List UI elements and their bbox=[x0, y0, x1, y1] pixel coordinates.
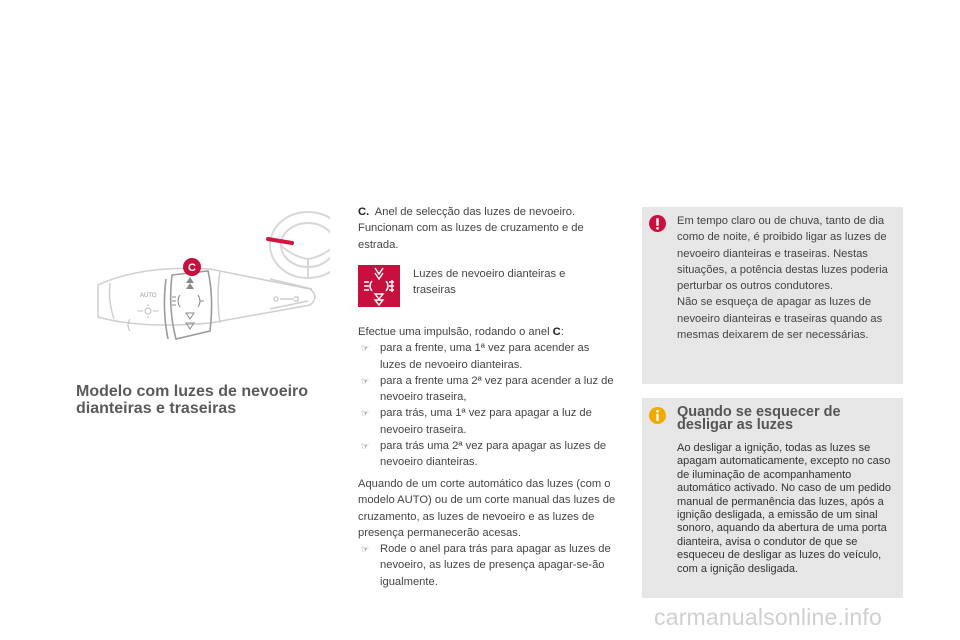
warning-paragraph-2: Não se esqueça de apagar as luzes de nevoeiro dianteiras e traseiras quando as mesmas deixarem de ser necessárias. bbox=[677, 296, 883, 342]
section-heading: Modelo com luzes de nevoeiro dianteiras e traseiras bbox=[76, 383, 309, 417]
impulse-instructions bbox=[358, 324, 616, 471]
fog-symbol-icon bbox=[172, 295, 204, 307]
list-item-text: para a frente, uma 1ª vez para acender as luzes de nevoeiro dianteiras. bbox=[380, 342, 590, 371]
stalk-auto-label: AUTO bbox=[140, 293, 157, 299]
caption-letter: C. bbox=[358, 206, 370, 218]
pointing-hand-icon: ☞ bbox=[361, 544, 370, 555]
info-box bbox=[642, 398, 903, 598]
list-item bbox=[358, 373, 616, 406]
list-item-text: Rode o anel para trás para apagar as luzes de nevoeiro, as luzes de presença apagar-se-ão igualmente. bbox=[380, 543, 611, 588]
down-arrow-icon bbox=[186, 313, 194, 319]
list-item bbox=[358, 438, 616, 471]
auto-cutoff-block bbox=[358, 476, 618, 590]
lighting-stalk-illustration bbox=[80, 205, 330, 355]
warning-paragraph-1: Em tempo claro ou de chuva, tanto de dia como de noite, é proibido ligar as luzes de nevoeiro dianteiras e traseiras. Nestas situações, a potência destas luzes poderia perturbar os outros condutores. bbox=[677, 215, 888, 293]
impulse-intro-letter: C bbox=[552, 326, 561, 338]
info-title: Quando se esquecer de desligar as luzes bbox=[677, 404, 841, 433]
impulse-intro-text: Efectue uma impulsão, rodando o anel bbox=[358, 326, 553, 338]
impulse-intro bbox=[358, 324, 616, 340]
impulse-list bbox=[358, 340, 616, 470]
auto-cutoff-paragraph: Aquando de um corte automático das luzes (com o modelo AUTO) ou de um corte manual das luzes de cruzamento, as luzes de nevoeiro e as luzes de presença permanecerão acesas. bbox=[358, 478, 616, 539]
info-icon bbox=[649, 407, 666, 424]
info-text: Ao desligar a ignição, todas as luzes se apagam automaticamente, excepto no caso de iluminação de acompanhamento automático activado. No caso de um pedido manual de permanência das luzes, após a ignição desligada, a emissão de um sinal sonoro, aquando da abertura de uma porta dianteira, avisa o condutor de que se esqueceu de desligar as luzes do veículo, com a ignição desligada. bbox=[677, 442, 892, 575]
list-item bbox=[358, 541, 618, 590]
watermark: carmanualsonline.info bbox=[654, 604, 882, 630]
caption-text: Anel de selecção das luzes de nevoeiro. Funcionam com as luzes de cruzamento e de estrada. bbox=[358, 206, 584, 251]
caption-block bbox=[358, 204, 618, 253]
list-item bbox=[358, 340, 616, 373]
warning-box bbox=[642, 207, 903, 384]
pointing-hand-icon: ☞ bbox=[361, 343, 370, 354]
stalk-diagram bbox=[80, 205, 330, 355]
red-pointer-line bbox=[268, 239, 292, 243]
list-item bbox=[358, 405, 616, 438]
list-item-text: para trás, uma 1ª vez para apagar a luz de nevoeiro traseira. bbox=[380, 407, 592, 436]
list-item-text: para trás uma 2ª vez para apagar as luzes de nevoeiro dianteiras. bbox=[380, 440, 607, 469]
up-arrow-icon bbox=[186, 277, 194, 289]
auto-cutoff-list bbox=[358, 541, 618, 590]
sidelight-icons bbox=[128, 304, 158, 331]
callout-c-letter: C bbox=[188, 262, 196, 274]
stalk-body bbox=[98, 268, 315, 325]
steering-wheel-graphic bbox=[270, 212, 330, 278]
pointing-hand-icon: ☞ bbox=[361, 375, 370, 386]
pointing-hand-icon: ☞ bbox=[361, 408, 370, 419]
pointing-hand-icon: ☞ bbox=[361, 441, 370, 452]
fog-lights-indicator-badge bbox=[358, 265, 400, 307]
warning-exclamation-icon bbox=[649, 215, 666, 232]
warning-text bbox=[677, 213, 897, 343]
impulse-intro-colon: : bbox=[560, 326, 564, 338]
list-item-text: para a frente uma 2ª vez para acender a luz de nevoeiro traseira, bbox=[380, 374, 614, 404]
fog-lights-description: Luzes de nevoeiro dianteiras e traseiras bbox=[413, 268, 566, 297]
front-rear-fog-lights-icon bbox=[358, 265, 400, 307]
